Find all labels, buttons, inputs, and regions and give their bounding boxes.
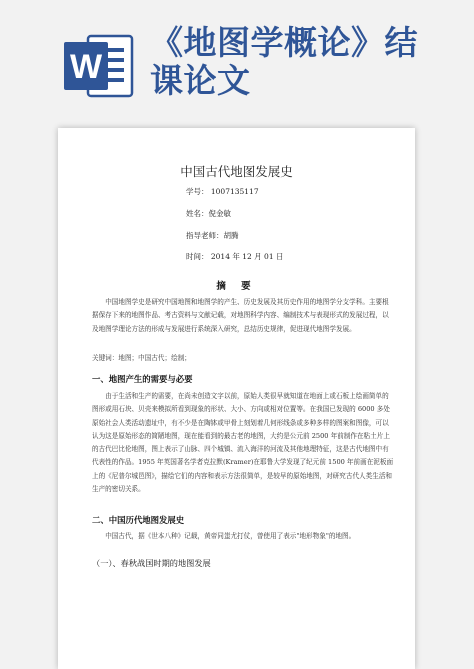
student-name: 姓名：倪金敏 — [186, 209, 231, 218]
section2-text: 中国古代，据《世本八种》记载，黄帝同蚩尤打仗，曾使用了表示"地形物象"的地图。 — [105, 532, 356, 540]
abstract-text: 中国地图学史是研究中国地图和地图学的产生、历史发展及其历史作用的地图学分支学科。主要根据保存下来的地图作品、考古资料与文献记载，对地图科学内容、编制技术与表现形式的发展过程，以及地图学理论方法的形成与发展进行系统深入研究，总结历史规律，促进现代地图学发展。 — [92, 298, 389, 333]
section1-text: 由于生活和生产的需要，在尚未创造文字以前，原始人类很早就知道在地面上或石板上绘画简单的图形或用石块、贝壳来模拟所看到现象的形状、大小、方向或相对位置等。在我国已发现的 6000 多处原始社会人类活动遗址中，有不少是在陶钵或甲骨上刻划着几何形线条或多种多样的图案和图像，可以认为这是原始形态的简陋地图，现在能看到的最古老的地图，大约是公元前 2500 年前制作在粘土片上的古代巴比伦地图，图上表示了山脉、四个城镇、流入海洋的河流及其他地理特征，这是古代地图中有代表性的作品。1955 年英国著名学者克拉默(Kramer)在耶鲁大学发现了纪元前 1500 年前画在泥板面上的《尼普尔城邑图》，描绘它们的内容和表示方法很简单，是较早的原始地图，对研究古代人类生活和生产的密切关系。 — [92, 392, 394, 494]
logo-letter: W — [69, 48, 103, 86]
document-title-line2: 课论文 — [150, 61, 251, 100]
paper-title: 中国古代地图发展史 — [180, 164, 293, 179]
advisor: 指导老师：胡腾 — [186, 231, 239, 240]
document-title — [150, 24, 470, 100]
keywords: 关键词：地图；中国古代；绘制； — [92, 354, 191, 362]
document-page — [58, 128, 415, 669]
header — [0, 0, 474, 112]
student-id: 学号： 1007135117 — [186, 187, 259, 196]
section2-heading: 二、中国历代地图发展史 — [92, 515, 185, 525]
abstract-heading: 摘 要 — [216, 281, 257, 292]
subsection-heading: （一）、春秋战国时期的地图发展 — [92, 558, 211, 568]
date: 时间： 2014 年 12 月 01 日 — [186, 252, 284, 261]
word-document-icon — [62, 32, 134, 100]
document-title-line1: 《地图学概论》结 — [150, 23, 418, 62]
section1-heading: 一、地图产生的需要与必要 — [92, 374, 193, 384]
